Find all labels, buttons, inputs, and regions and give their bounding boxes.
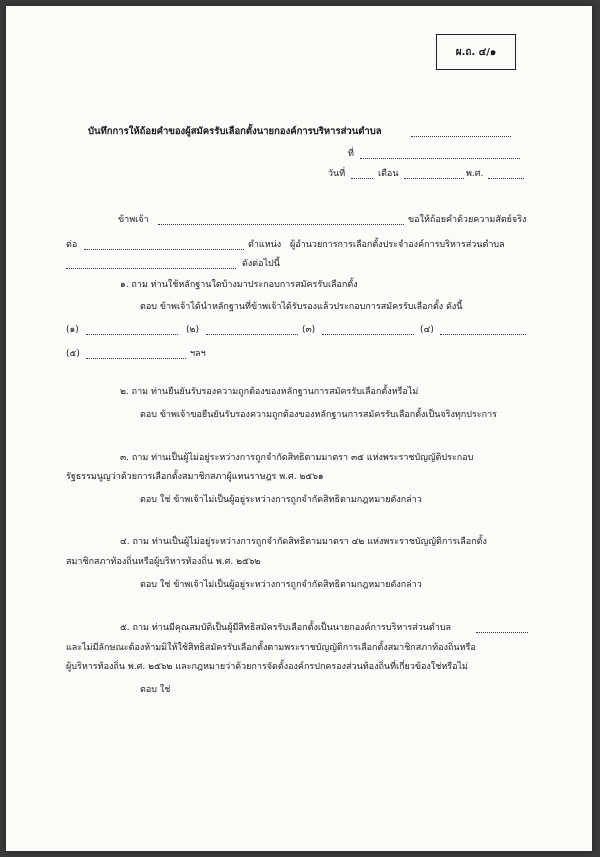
intro-oath: ขอให้ถ้อยคำด้วยความสัตย์จริง [408, 215, 527, 225]
q1-item-1-line [86, 324, 178, 335]
q1-item-5-line [86, 348, 186, 359]
official-name-fill-line [84, 239, 244, 250]
place-label: ที่ [348, 149, 354, 159]
place-fill-line [360, 148, 520, 159]
intro-position-label: ตำแหน่ง [248, 240, 282, 250]
intro-follows: ดังต่อไปนี้ [242, 259, 280, 269]
q1-answer: ตอบ ข้าพเจ้าได้นำหลักฐานที่ข้าพเจ้าได้รับรองแล้วประกอบการสมัครรับเลือกตั้ง ดังนี้ [140, 302, 463, 312]
q2-answer: ตอบ ข้าพเจ้าขอยืนยันรับรองความถูกต้องของหลักฐานการสมัครรับเลือกตั้งเป็นจริงทุกประการ [140, 410, 497, 420]
intro-i-label: ข้าพเจ้า [118, 215, 149, 225]
q1-etc: ฯลฯ [190, 349, 206, 359]
form-code-box [436, 34, 516, 70]
intro-to-label: ต่อ [66, 240, 78, 250]
document-title: บันทึกการให้ถ้อยคำของผู้สมัครรับเลือกตั้งนายกองค์การบริหารส่วนตำบล [88, 126, 382, 137]
q1-item-3-label: (๓) [302, 325, 316, 335]
day-label: วันที่ [328, 169, 346, 179]
year-fill-line [488, 168, 524, 179]
q5-fill-line [476, 622, 528, 633]
q4-question-line-1: ๔. ถาม ท่านเป็นผู้ไม่อยู่ระหว่างการถูกจำกัดสิทธิตามมาตรา ๔๒ แห่งพระราชบัญญัติการเลือกตั้ง [120, 537, 487, 547]
q4-question-line-2: สมาชิกสภาท้องถิ่นหรือผู้บริหารท้องถิ่น พ.ศ. ๒๕๖๒ [66, 557, 261, 567]
q1-item-3-line [322, 324, 414, 335]
form-code: ผ.ถ. ๔/๑ [455, 46, 497, 58]
day-fill-line [351, 168, 373, 179]
q1-item-4-line [440, 324, 526, 335]
q1-item-1-label: (๑) [66, 325, 79, 335]
q1-question: ๑. ถาม ท่านใช้หลักฐานใดบ้างมาประกอบการสมัครรับเลือกตั้ง [120, 280, 358, 290]
intro-official: ผู้อำนวยการการเลือกตั้งประจำองค์การบริหารส่วนตำบล [290, 240, 505, 250]
q3-question-line-2: รัฐธรรมนูญว่าด้วยการเลือกตั้งสมาชิกสภาผู้แทนราษฎร พ.ศ. ๒๕๖๑ [66, 472, 324, 482]
q3-answer: ตอบ ใช่ ข้าพเจ้าไม่เป็นผู้อยู่ระหว่างการถูกจำกัดสิทธิตามกฎหมายดังกล่าว [140, 495, 422, 505]
document-page [6, 6, 592, 851]
district-fill-line [66, 258, 236, 269]
year-label: พ.ศ. [466, 169, 484, 179]
name-fill-line [158, 214, 404, 225]
q1-item-2-label: (๒) [186, 325, 199, 335]
q5-question-line-2: และไม่มีลักษณะต้องห้ามมิให้ใช้สิทธิสมัครรับเลือกตั้งตามพระราชบัญญัติการเลือกตั้งสมาชิกสภาท้องถิ่นหรือ [66, 643, 476, 653]
q2-question: ๒. ถาม ท่านยืนยันรับรองความถูกต้องของหลักฐานการสมัครรับเลือกตั้งหรือไม่ [120, 387, 419, 397]
q1-item-2-line [206, 324, 298, 335]
q5-question-line-3: ผู้บริหารท้องถิ่น พ.ศ. ๒๕๖๒ และกฎหมายว่าด้วยการจัดตั้งองค์กรปกครองส่วนท้องถิ่นที่เกี่ยวข้องใช่หรือไม่ [66, 662, 468, 672]
month-fill-line [404, 168, 464, 179]
q1-item-5-label: (๕) [66, 349, 80, 359]
title-fill-line [411, 126, 511, 137]
q3-question-line-1: ๓. ถาม ท่านเป็นผู้ไม่อยู่ระหว่างการถูกจำกัดสิทธิตามมาตรา ๓๕ แห่งพระราชบัญญัติประกอบ [120, 453, 474, 463]
q5-answer: ตอบ ใช่ [140, 685, 171, 695]
month-label: เดือน [378, 169, 399, 179]
q4-answer: ตอบ ใช่ ข้าพเจ้าไม่เป็นผู้อยู่ระหว่างการถูกจำกัดสิทธิตามกฎหมายดังกล่าว [140, 580, 422, 590]
q5-question-line-1: ๕. ถาม ท่านมีคุณสมบัติเป็นผู้มีสิทธิสมัครรับเลือกตั้งเป็นนายกองค์การบริหารส่วนตำบล [120, 623, 452, 633]
q1-item-4-label: (๔) [420, 325, 434, 335]
